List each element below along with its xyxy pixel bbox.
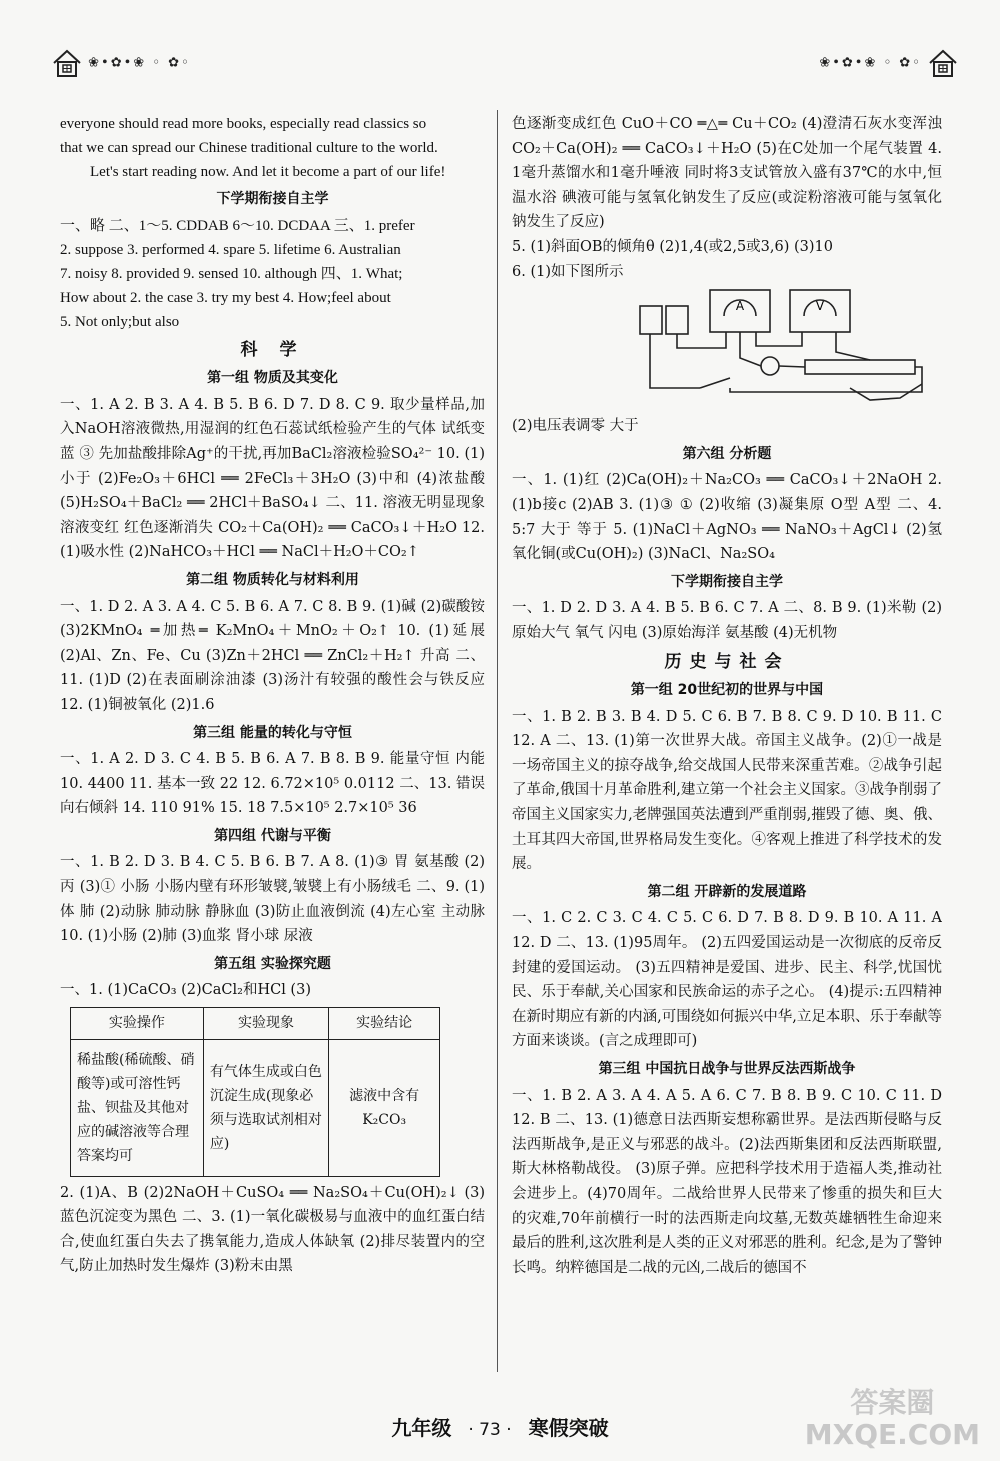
- experiment-table: [70, 1007, 440, 1177]
- table-header: 实验结论: [329, 1008, 440, 1040]
- answer-block: 一、1. D 2. A 3. A 4. C 5. B 6. A 7. C 8. B 9. (1)碱 (2)碳酸铵 (3)2KMnO₄ ═加热═ K₂MnO₄＋MnO₂＋O₂↑ 10. (1)延展 (2)Al、Zn、Fe、Cu (3)Zn＋2HCl ══ ZnCl₂＋H₂↑ 升高 二、11. (1)D (2)在表面刷涂油漆 (3)汤汁有较强的酸性会与铁反应 12. (1)铜被氧化 (2)1.6: [60, 598, 485, 713]
- watermark-title: 答案圈: [850, 1386, 935, 1419]
- decor-dots: ❀•✿•❀ ◦ ✿◦: [819, 55, 922, 71]
- watermark-url: MXQE.COM: [804, 1418, 980, 1451]
- house-icon: [52, 48, 82, 78]
- answer-line: 一、略 二、1～5. CDDAB 6～10. DCDAA 三、1. prefer: [60, 217, 415, 234]
- group-heading: 第三组 能量的转化与守恒: [193, 724, 352, 741]
- answer-line: How about 2. the case 3. try my best 4. How;feel about: [60, 289, 391, 306]
- answer-block: 一、1. C 2. C 3. C 4. C 5. C 6. D 7. B 8. D 9. B 10. A 11. A 12. D 二、13. (1)95周年。 (2)五四爱国运动是一次彻底的反帝反封建的爱国运动。 (3)五四精神是爱国、进步、民主、科学,忧国忧民、乐于奉献,关心国家和民族命运的赤子之心。 (4)提示:五四精神在新时期应有新的内涵,可围绕如何振兴中华,立足本职、乐于奉献等方面来谈谈。(言之成理即可): [512, 910, 942, 1050]
- house-icon: [928, 48, 958, 78]
- circuit-diagram: [630, 288, 930, 408]
- group-heading: 第一组 物质及其变化: [207, 370, 338, 387]
- section-heading: 下学期衔接自主学: [216, 191, 329, 207]
- answer-line: 6. (1)如下图所示: [512, 263, 624, 280]
- answer-block: 一、1. B 2. A 3. A 4. A 5. A 6. C 7. B 8. B 9. C 10. C 11. D 12. B 二、13. (1)德意日法西斯妄想称霸世界。是法西斯侵略与反法西斯战争,是正义与邪恶的战斗。(2)法西斯集团和反法西斯联盟,斯大林格勒战役。 (3)原子弹。应把科学技术用于造福人类,推动社会进步上。(4)70周年。二战给世界人民带来了惨重的损失和巨大的灾难,70年前横行一时的法西斯走向坟墓,无数英雄牺牲生命迎来最后的胜利,这次胜利是人类的正义对邪恶的胜利。纪念,是为了警钟长鸣。纳粹德国是二战的元凶,二战后的德国不: [512, 1087, 942, 1276]
- english-line: everyone should read more books, especially read classics so: [60, 116, 427, 132]
- group-heading: 第四组 代谢与平衡: [214, 827, 331, 844]
- group-heading: 第六组 分析题: [682, 445, 772, 462]
- group-heading: 第二组 开辟新的发展道路: [647, 883, 807, 900]
- english-line: Let's start reading now. And let it become a part of our life!: [90, 164, 446, 180]
- answer-line: 5. (1)斜面OB的倾角θ (2)1,4(或2,5或3,6) (3)10: [512, 238, 833, 255]
- table-header: 实验操作: [71, 1008, 204, 1040]
- svg-text:A: A: [735, 299, 745, 314]
- english-line: that we can spread our Chinese traditional culture to the world.: [60, 140, 438, 156]
- group-heading: 第五组 实验探究题: [214, 955, 331, 972]
- group-heading: 第三组 中国抗日战争与世界反法西斯战争: [598, 1061, 856, 1077]
- right-column: [512, 112, 942, 1376]
- answer-block: 一、1. (1)红 (2)Ca(OH)₂＋Na₂CO₃ ══ CaCO₃↓＋2NaOH 2. (1)b接c (2)AB 3. (1)③ ① (2)收缩 (3)凝集原 O型 A型 二、4. 5:7 大于 等于 5. (1)NaCl＋AgNO₃ ══ NaNO₃＋AgCl↓ (2)氢氧化铜(或Cu(OH)₂) (3)NaCl、Na₂SO₄: [512, 472, 942, 563]
- answer-block: 一、1. A 2. B 3. A 4. B 5. B 6. D 7. D 8. C 9. 取少量样品,加入NaOH溶液微热,用湿润的红色石蕊试纸检验产生的气体 试纸变蓝 ③ 先加盐酸排除Ag⁺的干扰,再加BaCl₂溶液检验SO₄²⁻ 10. (1)小于 (2)Fe₂O₃＋6HCl ══ 2FeCl₃＋3H₂O (3)中和 (4)浓盐酸 (5)H₂SO₄＋BaCl₂ ══ 2HCl＋BaSO₄↓ 二、11. 溶液无明显现象 溶液变红 红色逐渐消失 CO₂＋Ca(OH)₂ ══ CaCO₃↓＋H₂O 12. (1)吸水性 (2)NaHCO₃＋HCl ══ NaCl＋H₂O＋CO₂↑: [60, 396, 485, 561]
- subject-title-history: 历史与社会: [664, 651, 790, 672]
- group-heading: 第二组 物质转化与材料利用: [186, 571, 359, 588]
- svg-text:V: V: [815, 299, 825, 314]
- table-cell: 有气体生成或白色沉淀生成(现象必须与选取试剂相对应): [203, 1039, 328, 1176]
- table-header: 实验现象: [203, 1008, 328, 1040]
- site-watermark: [805, 1387, 980, 1451]
- column-divider: [497, 110, 498, 1372]
- left-column: [60, 112, 485, 1376]
- table-cell: 稀盐酸(稀硫酸、硝酸等)或可溶性钙盐、钡盐及其他对应的碱溶液等合理答案均可: [71, 1039, 204, 1176]
- answer-block: 一、1. A 2. D 3. C 4. B 5. B 6. A 7. B 8. B 9. 能量守恒 内能 10. 4400 11. 基本一致 22 12. 6.72×10⁵ 0.0112 二、13. 错误 向右倾斜 14. 110 91% 15. 18 7.5×10⁵ 2.7×10⁵ 36: [60, 751, 485, 817]
- answer-block: 一、1. B 2. D 3. B 4. C 5. B 6. B 7. A 8. (1)③ 胃 氨基酸 (2)丙 (3)① 小肠 小肠内壁有环形皱襞,皱襞上有小肠绒毛 二、9. (1)体 肺 (2)动脉 肺动脉 静脉血 (3)防止血液倒流 (4)左心室 主动脉 10. (1)小肠 (2)肺 (3)血浆 肾小球 尿液: [60, 854, 485, 945]
- decor-dots: ❀•✿•❀ ◦ ✿◦: [88, 55, 191, 71]
- grade-label: 九年级: [391, 1416, 452, 1440]
- answer-line: 一、1. (1)CaCO₃ (2)CaCl₂和HCl (3): [60, 982, 311, 999]
- answer-line: 5. Not only;but also: [60, 313, 180, 330]
- answer-block: 一、1. D 2. D 3. A 4. B 5. B 6. C 7. A 二、8. B 9. (1)米勒 (2)原始大气 氧气 闪电 (3)原始海洋 氨基酸 (4)无机物: [512, 600, 942, 641]
- header-decoration-right: [819, 48, 958, 78]
- section-heading: 下学期衔接自主学: [671, 573, 783, 590]
- book-title: 寒假突破: [528, 1416, 609, 1440]
- answer-line: 2. suppose 3. performed 4. spare 5. lifetime 6. Australian: [60, 241, 401, 258]
- answer-block: 色逐渐变成红色 CuO＋CO ═△═ Cu＋CO₂ (4)澄清石灰水变浑浊 CO₂＋Ca(OH)₂ ══ CaCO₃↓＋H₂O (5)在C处加一个尾气装置 4. 1毫升蒸馏水和1毫升唾液 同时将3支试管放入盛有37℃的水中,恒温水浴 碘液可能与氢氧化钠发生了反应(或淀粉溶液可能与氢氧化钠发生了反应): [512, 116, 942, 231]
- answer-block: 一、1. B 2. B 3. B 4. D 5. C 6. B 7. B 8. C 9. D 10. B 11. C 12. A 二、13. (1)第一次世界大战。帝国主义战争。(2)①一战是一场帝国主义的掠夺战争,给交战国人民带来深重苦难。②战争引起了革命,俄国十月革命胜利,建立第一个社会主义国家。③战争削弱了帝国主义国家实力,老牌强国英法遭到严重削弱,摧毁了德、奥、俄、土耳其四大帝国,世界格局发生变化。④客观上推进了科学技术的发展。: [512, 708, 942, 873]
- table-cell: 滤液中含有K₂CO₃: [329, 1039, 440, 1176]
- page-number: · 73 ·: [468, 1420, 512, 1440]
- answer-line: (2)电压表调零 大于: [512, 418, 639, 435]
- answer-block: 2. (1)A、B (2)2NaOH＋CuSO₄ ══ Na₂SO₄＋Cu(OH)₂↓ (3)蓝色沉淀变为黑色 二、3. (1)一氧化碳极易与血液中的血红蛋白结合,使血红蛋白失去了携氧能力,造成人体缺氧 (2)排尽装置内的空气,防止加热时发生爆炸 (3)粉末由黑: [60, 1184, 485, 1275]
- group-heading: 第一组 20世纪初的世界与中国: [630, 682, 824, 699]
- answer-line: 7. noisy 8. provided 9. sensed 10. although 四、1. What;: [60, 265, 403, 282]
- subject-title-science: 科 学: [240, 339, 305, 360]
- header-decoration-left: [52, 48, 191, 78]
